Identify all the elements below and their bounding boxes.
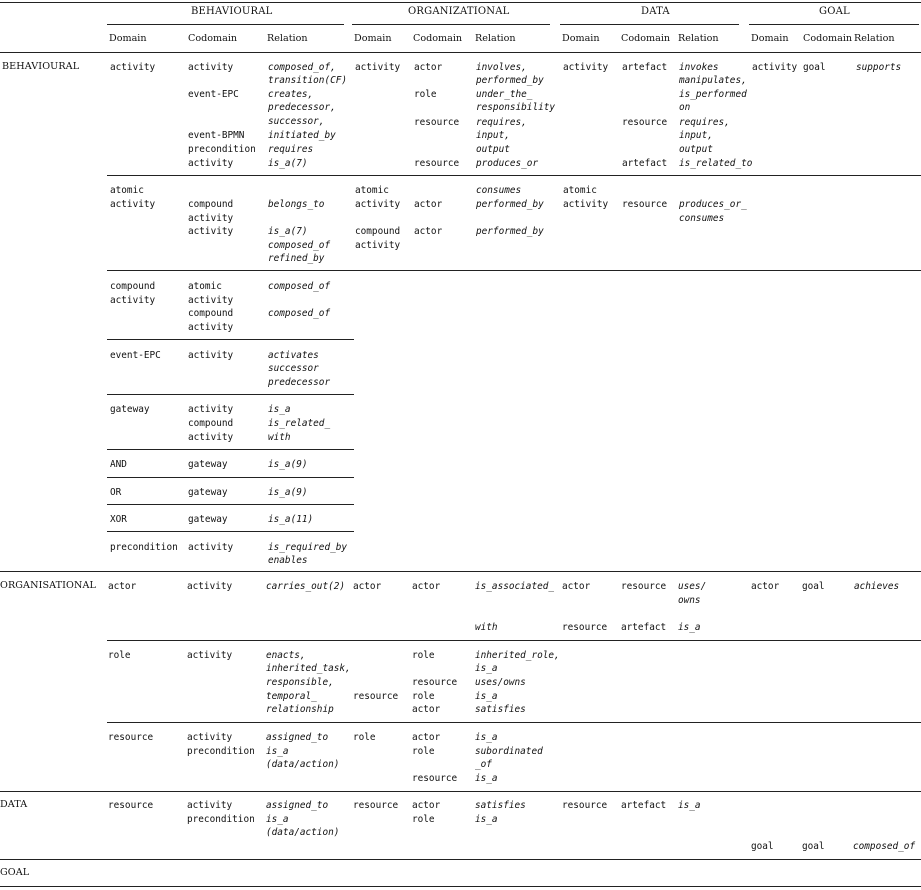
subheader-codomain: Codomain	[803, 33, 853, 44]
cell-codomain: resource	[414, 117, 460, 128]
cell-codomain: gateway	[188, 514, 228, 525]
cell-relation: composed_of,	[268, 62, 336, 73]
group-header-organizational: ORGANIZATIONAL	[408, 6, 510, 17]
cell-relation: is_a	[475, 773, 498, 784]
subheader-relation: Relation	[267, 33, 308, 44]
cell-relation: is_a	[475, 732, 498, 743]
cell-relation: composed_of	[268, 240, 331, 251]
rule-5	[107, 449, 354, 450]
cell-codomain: atomic	[188, 281, 222, 292]
subheader-domain: Domain	[562, 33, 600, 44]
cell-domain: activity	[355, 240, 401, 251]
rule-8	[107, 531, 354, 532]
cell-relation: predecessor	[268, 377, 331, 388]
cell-relation: (data/action)	[266, 759, 340, 770]
cell-codomain: actor	[412, 732, 441, 743]
rule-13	[0, 859, 921, 860]
cell-relation: enables	[268, 555, 308, 566]
cell-relation: is_a	[266, 814, 289, 825]
cell-codomain: compound	[188, 308, 234, 319]
cell-codomain: event-BPMN	[188, 130, 245, 141]
cell-relation: subordinated	[475, 746, 543, 757]
cell-codomain: event-EPC	[188, 89, 239, 100]
cell-codomain: precondition	[188, 144, 256, 155]
cell-relation: is_a	[678, 622, 701, 633]
cell-codomain: actor	[412, 704, 441, 715]
group-rule-data	[560, 24, 739, 25]
cell-relation: satisfies	[475, 704, 526, 715]
subheader-domain: Domain	[354, 33, 392, 44]
cell-domain: activity	[110, 62, 156, 73]
rule-10	[107, 640, 921, 641]
cell-codomain: resource	[622, 199, 668, 210]
cell-codomain: artefact	[621, 800, 667, 811]
cell-codomain: goal	[803, 62, 826, 73]
cell-codomain: compound	[188, 418, 234, 429]
row-label-goal: GOAL	[0, 867, 30, 878]
cell-relation: temporal_	[266, 691, 317, 702]
cell-domain: goal	[751, 841, 774, 852]
cell-codomain: goal	[802, 841, 825, 852]
cell-relation: with	[268, 432, 291, 443]
cell-domain: event-EPC	[110, 350, 161, 361]
cell-relation: performed_by	[476, 75, 544, 86]
cell-domain: atomic	[355, 185, 389, 196]
cell-codomain: activity	[188, 350, 234, 361]
cell-relation: output	[476, 144, 510, 155]
cell-codomain: gateway	[188, 487, 228, 498]
cell-codomain: activity	[188, 432, 234, 443]
cell-relation: is_a(9)	[268, 487, 308, 498]
cell-codomain: actor	[412, 581, 441, 592]
cell-relation: satisfies	[475, 800, 526, 811]
cell-relation: uses/	[678, 581, 707, 592]
subheader-domain: Domain	[109, 33, 147, 44]
cell-relation: is_related_to	[679, 158, 753, 169]
cell-codomain: actor	[414, 226, 443, 237]
cell-relation: carries_out(2)	[266, 581, 346, 592]
cell-codomain: resource	[412, 677, 458, 688]
cell-codomain: activity	[187, 581, 233, 592]
cell-domain: precondition	[110, 542, 178, 553]
cell-domain: compound	[355, 226, 401, 237]
cell-domain: role	[353, 732, 376, 743]
cell-domain: activity	[563, 199, 609, 210]
cell-relation: with	[475, 622, 498, 633]
cell-relation: performed_by	[476, 199, 544, 210]
cell-relation: is_a	[475, 814, 498, 825]
cell-relation: responsible,	[266, 677, 334, 688]
subheader-relation: Relation	[854, 33, 895, 44]
cell-codomain: activity	[188, 226, 234, 237]
cell-relation: _of	[475, 759, 492, 770]
cell-codomain: artefact	[622, 62, 668, 73]
cell-domain: resource	[353, 800, 399, 811]
cell-relation: assigned_to	[266, 732, 329, 743]
group-header-behavioural: BEHAVIOURAL	[191, 6, 273, 17]
cell-relation: requires	[268, 144, 314, 155]
cell-domain: gateway	[110, 404, 150, 415]
cell-codomain: activity	[187, 732, 233, 743]
cell-relation: involves,	[476, 62, 527, 73]
cell-relation: consumes	[476, 185, 522, 196]
cell-domain: activity	[355, 62, 401, 73]
cell-codomain: artefact	[622, 158, 668, 169]
cell-relation: composed_of	[268, 308, 331, 319]
cell-relation: produces_or_	[679, 199, 747, 210]
cell-domain: activity	[752, 62, 798, 73]
cell-relation: is_a	[678, 800, 701, 811]
rule-1	[107, 175, 921, 176]
cell-domain: AND	[110, 459, 127, 470]
cell-relation: invokes	[679, 62, 719, 73]
rule-12	[0, 791, 921, 792]
group-rule-behavioural	[107, 24, 344, 25]
group-rule-organizational	[352, 24, 550, 25]
cell-codomain: resource	[412, 773, 458, 784]
cell-relation: output	[679, 144, 713, 155]
cell-codomain: actor	[414, 199, 443, 210]
cell-domain: actor	[562, 581, 591, 592]
cell-codomain: activity	[188, 404, 234, 415]
group-header-goal: GOAL	[819, 6, 850, 17]
subheader-codomain: Codomain	[188, 33, 238, 44]
cell-relation: is_a	[268, 404, 291, 415]
cell-codomain: precondition	[187, 746, 255, 757]
cell-relation: is_required_by	[268, 542, 348, 553]
cell-domain: resource	[562, 622, 608, 633]
cell-relation: is_a	[475, 691, 498, 702]
cell-relation: manipulates,	[679, 75, 747, 86]
cell-domain: actor	[353, 581, 382, 592]
cell-codomain: role	[414, 89, 437, 100]
row-label-behavioural: BEHAVIOURAL	[2, 61, 80, 72]
rule-6	[107, 477, 354, 478]
group-header-data: DATA	[641, 6, 670, 17]
cell-relation: relationship	[266, 704, 334, 715]
cell-relation: successor	[268, 363, 319, 374]
cell-relation: is_a(7)	[268, 158, 308, 169]
cell-relation: enacts,	[266, 650, 306, 661]
cell-relation: produces_or	[476, 158, 539, 169]
cell-relation: is_a	[475, 663, 498, 674]
subheader-codomain: Codomain	[621, 33, 671, 44]
cell-codomain: compound	[188, 199, 234, 210]
row-label-organisational: ORGANISATIONAL	[0, 580, 96, 591]
cell-relation: input,	[679, 130, 713, 141]
rule-4	[107, 394, 354, 395]
cell-codomain: resource	[622, 117, 668, 128]
cell-domain: actor	[751, 581, 780, 592]
bottom-rule	[0, 886, 921, 887]
cell-codomain: activity	[188, 213, 234, 224]
rule-11	[107, 722, 921, 723]
cell-relation: composed_of	[268, 281, 331, 292]
cell-domain: activity	[110, 199, 156, 210]
subheader-domain: Domain	[751, 33, 789, 44]
cell-codomain: artefact	[621, 622, 667, 633]
cell-domain: atomic	[563, 185, 597, 196]
cell-codomain: activity	[187, 800, 233, 811]
cell-relation: transition(CF)	[268, 75, 348, 86]
cell-codomain: activity	[188, 158, 234, 169]
cell-codomain: activity	[188, 62, 234, 73]
cell-codomain: activity	[188, 295, 234, 306]
cell-codomain: actor	[412, 800, 441, 811]
cell-domain: compound	[110, 281, 156, 292]
cell-relation: inherited_task,	[266, 663, 351, 674]
cell-codomain: role	[412, 691, 435, 702]
rule-3	[107, 339, 354, 340]
cell-relation: achieves	[854, 581, 900, 592]
cell-relation: is_associated_	[475, 581, 555, 592]
cell-relation: supports	[856, 62, 902, 73]
cell-relation: requires,	[679, 117, 730, 128]
cell-relation: is_performed	[679, 89, 747, 100]
cell-domain: role	[108, 650, 131, 661]
cell-codomain: role	[412, 746, 435, 757]
cell-domain: OR	[110, 487, 122, 498]
cell-relation: is_a(9)	[268, 459, 308, 470]
cell-relation: successor,	[268, 116, 325, 127]
cell-domain: activity	[563, 62, 609, 73]
cell-codomain: resource	[414, 158, 460, 169]
cell-relation: belongs_to	[268, 199, 325, 210]
subheader-relation: Relation	[475, 33, 516, 44]
cell-relation: on	[679, 102, 691, 113]
cell-relation: under_the_	[476, 89, 533, 100]
cell-relation: input,	[476, 130, 510, 141]
cell-codomain: gateway	[188, 459, 228, 470]
cell-relation: (data/action)	[266, 827, 340, 838]
cell-domain: resource	[562, 800, 608, 811]
cell-relation: is_a	[266, 746, 289, 757]
cell-relation: requires,	[476, 117, 527, 128]
cell-domain: resource	[108, 732, 154, 743]
cell-relation: assigned_to	[266, 800, 329, 811]
cell-codomain: goal	[802, 581, 825, 592]
cell-domain: XOR	[110, 514, 127, 525]
cell-relation: is_a(7)	[268, 226, 308, 237]
cell-relation: is_related_	[268, 418, 331, 429]
subheader-relation: Relation	[678, 33, 719, 44]
cell-domain: resource	[353, 691, 399, 702]
group-rule-goal	[749, 24, 919, 25]
cell-relation: predecessor,	[268, 102, 336, 113]
subheader-codomain: Codomain	[413, 33, 463, 44]
rule-9	[0, 571, 921, 572]
cell-codomain: resource	[621, 581, 667, 592]
cell-domain: actor	[108, 581, 137, 592]
cell-relation: uses/owns	[475, 677, 526, 688]
cell-codomain: role	[412, 814, 435, 825]
cell-codomain: role	[412, 650, 435, 661]
cell-relation: creates,	[268, 89, 314, 100]
rule-7	[107, 504, 354, 505]
cell-relation: consumes	[679, 213, 725, 224]
rule-2	[107, 270, 921, 271]
cell-codomain: activity	[187, 650, 233, 661]
cell-relation: responsibility	[476, 102, 556, 113]
top-rule	[0, 2, 921, 3]
header-rule	[0, 52, 921, 53]
row-label-data: DATA	[0, 799, 28, 810]
cell-domain: activity	[355, 199, 401, 210]
cell-relation: is_a(11)	[268, 514, 314, 525]
cell-relation: composed_of	[853, 841, 916, 852]
cell-relation: performed_by	[476, 226, 544, 237]
cell-domain: atomic	[110, 185, 144, 196]
cell-domain: resource	[108, 800, 154, 811]
cell-codomain: precondition	[187, 814, 255, 825]
cell-domain: activity	[110, 295, 156, 306]
cell-codomain: activity	[188, 542, 234, 553]
cell-codomain: actor	[414, 62, 443, 73]
cell-relation: activates	[268, 350, 319, 361]
cell-relation: refined_by	[268, 253, 325, 264]
cell-codomain: activity	[188, 322, 234, 333]
cell-relation: inherited_role,	[475, 650, 560, 661]
cell-relation: initiated_by	[268, 130, 336, 141]
cell-relation: owns	[678, 595, 701, 606]
